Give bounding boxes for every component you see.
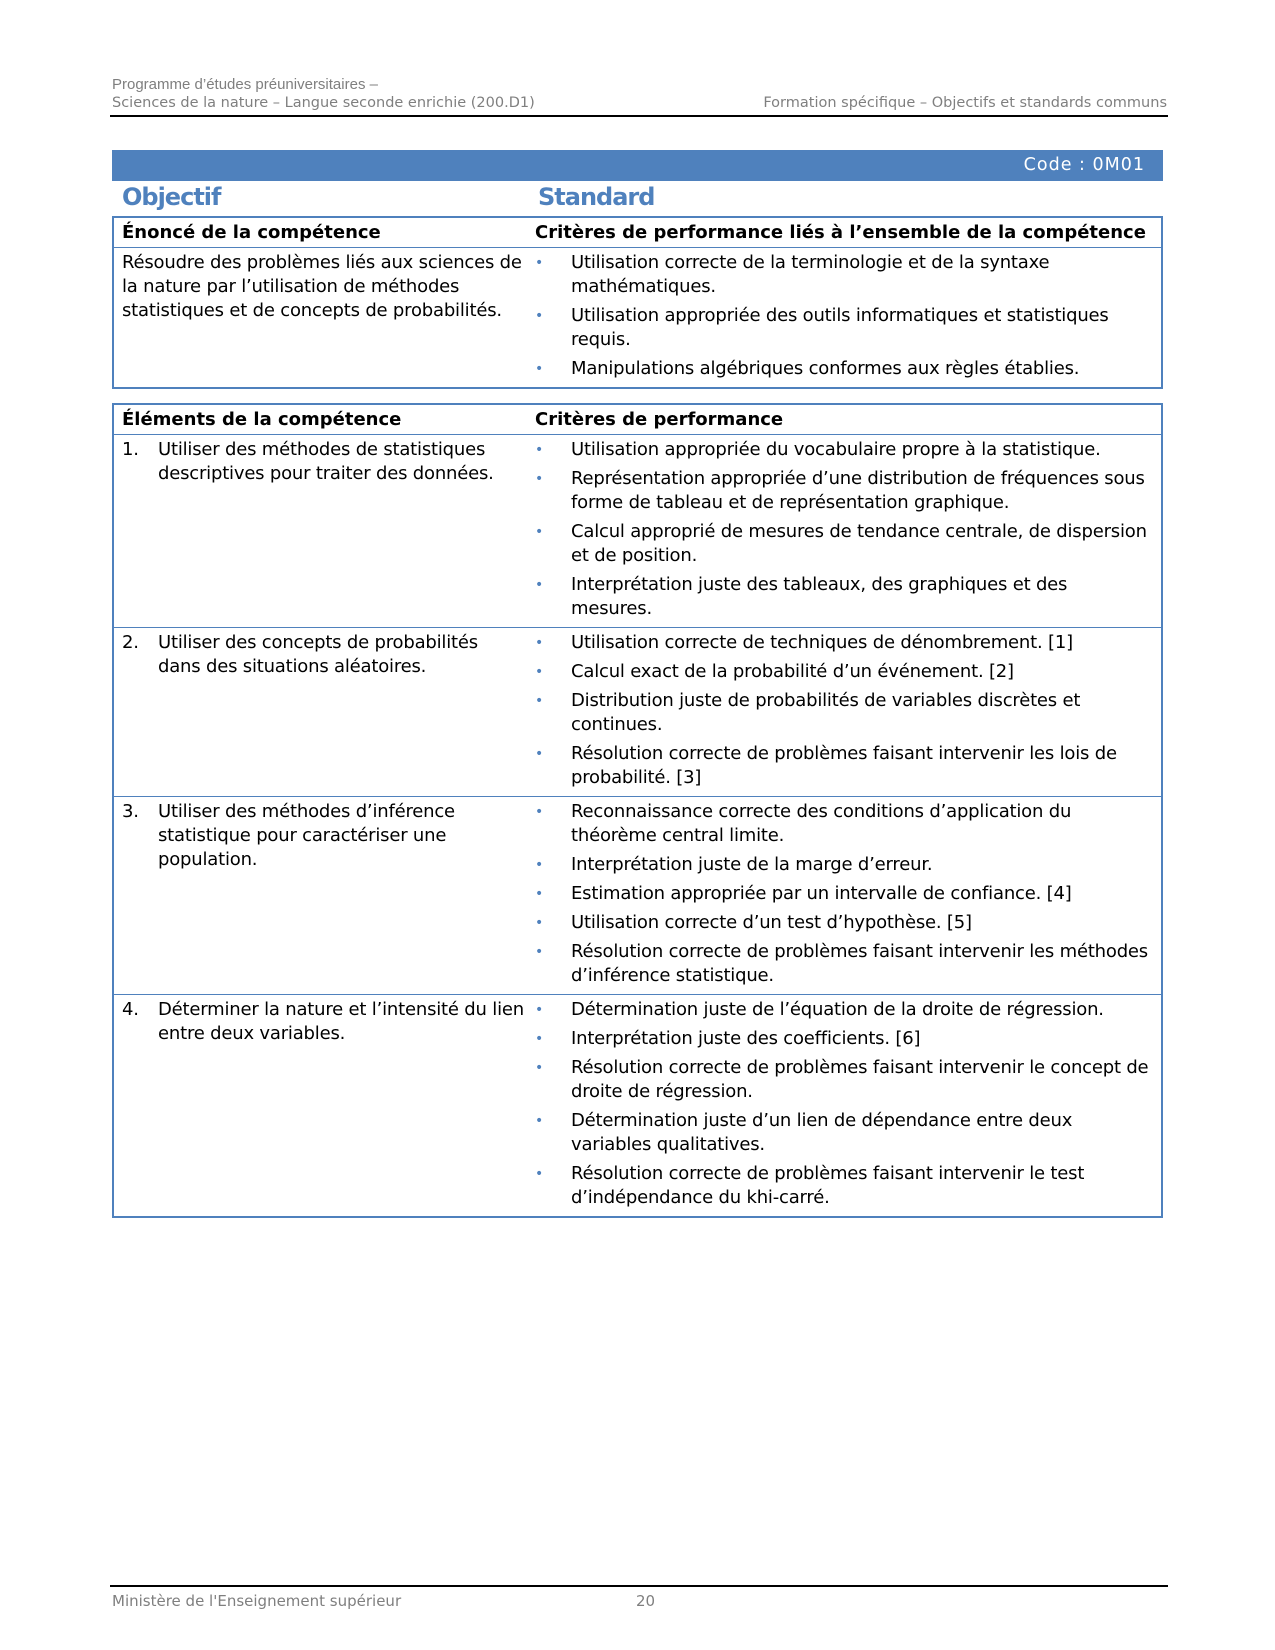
competence-statement-heading: Énoncé de la compétence: [122, 222, 381, 243]
bullet-icon: •: [535, 1060, 544, 1076]
competence-criteria-list: [535, 251, 1153, 381]
list-item: [535, 438, 1153, 462]
competence-criteria-cell: [532, 248, 1161, 387]
criterion-text: Utilisation correcte d’un test d’hypothèse. [5]: [571, 912, 972, 933]
competence-criteria-heading: Critères de performance liés à l’ensemble de la compétence: [535, 222, 1146, 243]
list-item: [535, 660, 1153, 684]
bullet-icon: •: [535, 1002, 544, 1018]
criterion-text: Utilisation appropriée du vocabulaire propre à la statistique.: [571, 439, 1101, 460]
list-item: [535, 467, 1153, 515]
criterion-text: Interprétation juste des coefficients. [6]: [571, 1028, 921, 1049]
bullet-icon: •: [535, 1166, 544, 1182]
criterion-text: Résolution correcte de problèmes faisant intervenir les lois de probabilité. [3]: [571, 743, 1117, 788]
bullet-icon: •: [535, 886, 544, 902]
table-row: [114, 796, 1161, 994]
element-cell: [114, 628, 532, 796]
criterion-text: Manipulations algébriques conformes aux règles établies.: [571, 358, 1080, 379]
element-text: Déterminer la nature et l’intensité du lien entre deux variables.: [158, 999, 524, 1044]
list-item: [535, 998, 1153, 1022]
bullet-icon: •: [535, 746, 544, 762]
header-program-name: Sciences de la nature – Langue seconde enrichie (200.D1): [112, 95, 535, 111]
bullet-icon: •: [535, 361, 544, 377]
section-title-standard: Standard: [538, 183, 655, 211]
list-item: [535, 689, 1153, 737]
criterion-text: Utilisation correcte de la terminologie et de la syntaxe mathématiques.: [571, 252, 1050, 297]
element-number: 3.: [122, 801, 139, 822]
criterion-text: Utilisation correcte de techniques de dénombrement. [1]: [571, 632, 1073, 653]
criteria-cell: [532, 628, 1161, 796]
criteria-cell: [532, 435, 1161, 627]
footer-ministry: Ministère de l'Enseignement supérieur: [112, 1592, 402, 1610]
criterion-text: Représentation appropriée d’une distribution de fréquences sous forme de tableau et de représentation graphique.: [571, 468, 1145, 513]
list-item: [535, 742, 1153, 790]
bullet-icon: •: [535, 944, 544, 960]
criteria-list: [535, 438, 1153, 621]
bullet-icon: •: [535, 804, 544, 820]
bullet-icon: •: [535, 635, 544, 651]
page-number: 20: [636, 1592, 656, 1610]
bullet-icon: •: [535, 308, 544, 324]
table-row: [114, 627, 1161, 796]
criterion-text: Résolution correcte de problèmes faisant intervenir le concept de droite de régression.: [571, 1057, 1149, 1102]
competence-body-row: [114, 247, 1161, 387]
criterion-text: Détermination juste d’un lien de dépendance entre deux variables qualitatives.: [571, 1110, 1073, 1155]
criterion-text: Reconnaissance correcte des conditions d’application du théorème central limite.: [571, 801, 1072, 846]
list-item: [535, 882, 1153, 906]
element-text: Utiliser des concepts de probabilités dans des situations aléatoires.: [158, 632, 478, 677]
list-item: [535, 631, 1153, 655]
criterion-text: Calcul approprié de mesures de tendance centrale, de dispersion et de position.: [571, 521, 1147, 566]
criterion-text: Calcul exact de la probabilité d’un événement. [2]: [571, 661, 1014, 682]
list-item: [535, 1162, 1153, 1210]
criteria-list: [535, 998, 1153, 1210]
competence-statement: Résoudre des problèmes liés aux sciences de la nature par l’utilisation de méthodes statistiques et de concepts de probabilités.: [122, 252, 522, 321]
criterion-text: Résolution correcte de problèmes faisant intervenir le test d’indépendance du khi-carré.: [571, 1163, 1085, 1208]
bullet-icon: •: [535, 442, 544, 458]
criteria-heading: Critères de performance: [535, 409, 784, 430]
table-row: [114, 994, 1161, 1216]
list-item: [535, 573, 1153, 621]
element-cell: [114, 797, 532, 994]
section-title-objectif: Objectif: [122, 183, 221, 211]
table-row: [114, 434, 1161, 627]
criterion-text: Distribution juste de probabilités de variables discrètes et continues.: [571, 690, 1081, 735]
criterion-text: Résolution correcte de problèmes faisant intervenir les méthodes d’inférence statistique.: [571, 941, 1148, 986]
element-text: Utiliser des méthodes de statistiques descriptives pour traiter des données.: [158, 439, 494, 484]
bullet-icon: •: [535, 255, 544, 271]
bullet-icon: •: [535, 524, 544, 540]
header-rule: [110, 115, 1168, 117]
list-item: [535, 940, 1153, 988]
competence-header-row: [114, 218, 1161, 247]
criterion-text: Détermination juste de l’équation de la droite de régression.: [571, 999, 1104, 1020]
header-program-line: Programme d’études préuniversitaires –: [112, 76, 378, 93]
elements-heading: Éléments de la compétence: [122, 409, 402, 430]
list-item: [535, 1027, 1153, 1051]
criterion-text: Interprétation juste de la marge d’erreur.: [571, 854, 933, 875]
criteria-list: [535, 800, 1153, 988]
criterion-text: Interprétation juste des tableaux, des graphiques et des mesures.: [571, 574, 1068, 619]
bullet-icon: •: [535, 693, 544, 709]
element-cell: [114, 995, 532, 1216]
criterion-text: Utilisation appropriée des outils informatiques et statistiques requis.: [571, 305, 1109, 350]
element-number: 1.: [122, 439, 139, 460]
criteria-list: [535, 631, 1153, 790]
bullet-icon: •: [535, 664, 544, 680]
list-item: [535, 800, 1153, 848]
element-text: Utiliser des méthodes d’inférence statistique pour caractériser une population.: [158, 801, 455, 870]
element-number: 2.: [122, 632, 139, 653]
criterion-text: Estimation appropriée par un intervalle de confiance. [4]: [571, 883, 1072, 904]
list-item: [535, 1056, 1153, 1104]
code-bar: Code : 0M01: [112, 150, 1163, 181]
footer-rule: [110, 1585, 1168, 1587]
list-item: [535, 853, 1153, 877]
bullet-icon: •: [535, 1113, 544, 1129]
competence-table: [112, 216, 1163, 389]
criteria-cell: [532, 797, 1161, 994]
bullet-icon: •: [535, 1031, 544, 1047]
criteria-cell: [532, 995, 1161, 1216]
header-section-name: Formation spécifique – Objectifs et standards communs: [763, 95, 1167, 111]
bullet-icon: •: [535, 915, 544, 931]
list-item: [535, 1109, 1153, 1157]
element-cell: [114, 435, 532, 627]
elements-table: [112, 403, 1163, 1218]
list-item: [535, 911, 1153, 935]
bullet-icon: •: [535, 857, 544, 873]
list-item: [535, 304, 1153, 352]
list-item: [535, 357, 1153, 381]
list-item: [535, 520, 1153, 568]
page-header: [112, 75, 1167, 113]
bullet-icon: •: [535, 471, 544, 487]
elements-header-row: [114, 405, 1161, 434]
element-number: 4.: [122, 999, 139, 1020]
list-item: [535, 251, 1153, 299]
bullet-icon: •: [535, 577, 544, 593]
